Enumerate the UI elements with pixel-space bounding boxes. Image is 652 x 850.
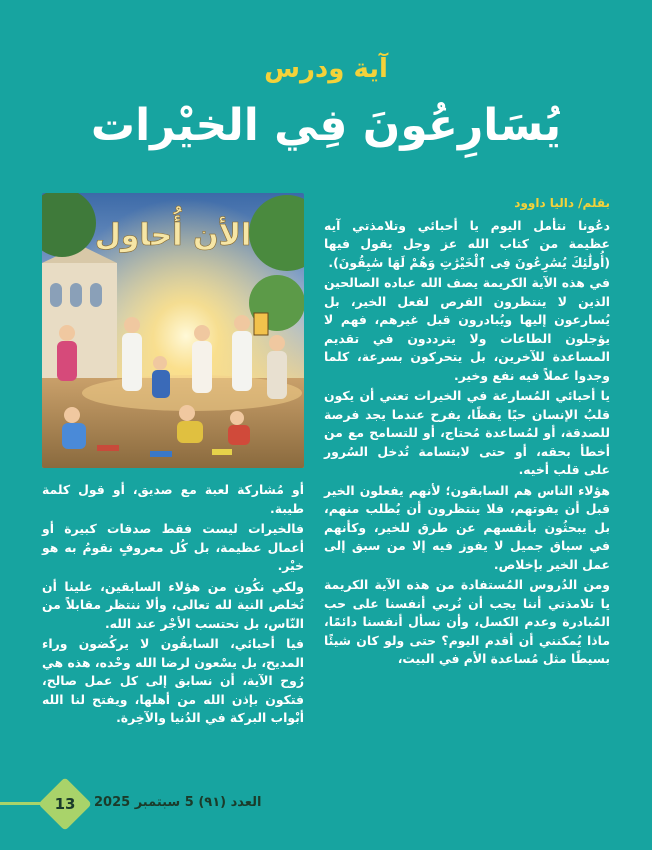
paragraph: فيا أحبائي، السابقُون لا يركُضون وراء المديح، بل يسْعون لرضا الله وحْده، هذه هي رُوح الآية، أن نسابق إلى كل عمل صالح، فتكون بإذن الله من أهلها، ويفتح لنا الله أبْواب البركة في الدُنيا والآخِرة. (42, 636, 304, 725)
paragraph: هؤلاء الناس هم السابقون؛ لأنهم يفعلون الخير قبل أن يفوتهم، فلا ينتظرون أن يُطلب منهم، بل يبحثُون بأنفسهم عن طرق للخير، وكأنهم في سباق جميل لا يفوز فيه إلا من سبق إلى عمل الخير بإخلاص. (324, 482, 610, 572)
page-number: 13 (54, 795, 76, 813)
paragraph: أو مُشاركة لعبة مع صديق، أو قول كلمة طيبة. (42, 482, 304, 516)
paragraph: في هذه الآية الكريمة يصف الله عباده الصالحين الذين لا ينتظرون الفرص لفعل الخير، بل يُسارعون إليها ويُبادرون قبل غيرهم، فهم لا يؤجلون الطاعات ولا يترددون في تقديم المساعدة للآخرين، بل يتحركون بسرعة، كلما وجدوا عملاً فيه نفع وخير. (324, 275, 610, 383)
paragraph: ومن الدُروس المُستفادة من هذه الآية الكريمة يا تلامذتي أننا يجب أن نُربي أنفسنا على حب المُبادرة وعدم الكسل، وأن نسأل أنفسنا دائمًا، ماذا يُمكنني أن أقدم اليوم؟ حتى ولو كان شيئًا بسيطًا مثل مُساعدة الأم في البيت، (324, 577, 610, 666)
article-title: يُسَارِعُونَ فِي الخيْرات (90, 100, 562, 151)
article-column-right (324, 194, 610, 671)
article-column-left (42, 481, 304, 730)
author-byline: بقلم/ داليا داوود (514, 196, 610, 210)
paragraph: ولكي نكُون من هؤلاء السابقين، علينا أن نُخلص النية لله تعالى، وألا ننتظر مقابلاً من النّاس، بل نحتسب الأجْر عند الله. (42, 578, 304, 631)
paragraph: دعُونا نتأمل اليوم يا أحبائي وتلامذتي آيه عظيمة من كتاب الله عز وجل يقول فيها (أُولَٰئِكَ يُسَٰرِعُونَ فِى ٱلْخَيْرَٰتِ وَهُمْ لَهَا سَٰبِقُونَ). (324, 217, 610, 270)
article-illustration (42, 193, 304, 468)
section-overline: آية ودرس (264, 54, 388, 84)
paragraph: فالخيرات ليست فقط صدقات كبيرة أو أعمال عظيمة، بل كُل معروفٍ نقومُ به هو خيْر. (42, 521, 304, 573)
illustration-calligraphy: الأن أُحاول (94, 218, 252, 253)
paragraph: يا أحبائي المُسارعة في الخيرات تعني أن يكون قلبُ الإنسان حيًا يقظًا، يفرح عندما يجد فرصة للصدقة، أو لمُساعدة مُحتاج، أو للتسامح مع من أخطأ بحقه، أو حتى لابتسامة تُدخل السُرور على قلب أخيه. (324, 388, 610, 477)
issue-info: العدد (٩١) 5 سبتمبر 2025 (94, 795, 262, 810)
